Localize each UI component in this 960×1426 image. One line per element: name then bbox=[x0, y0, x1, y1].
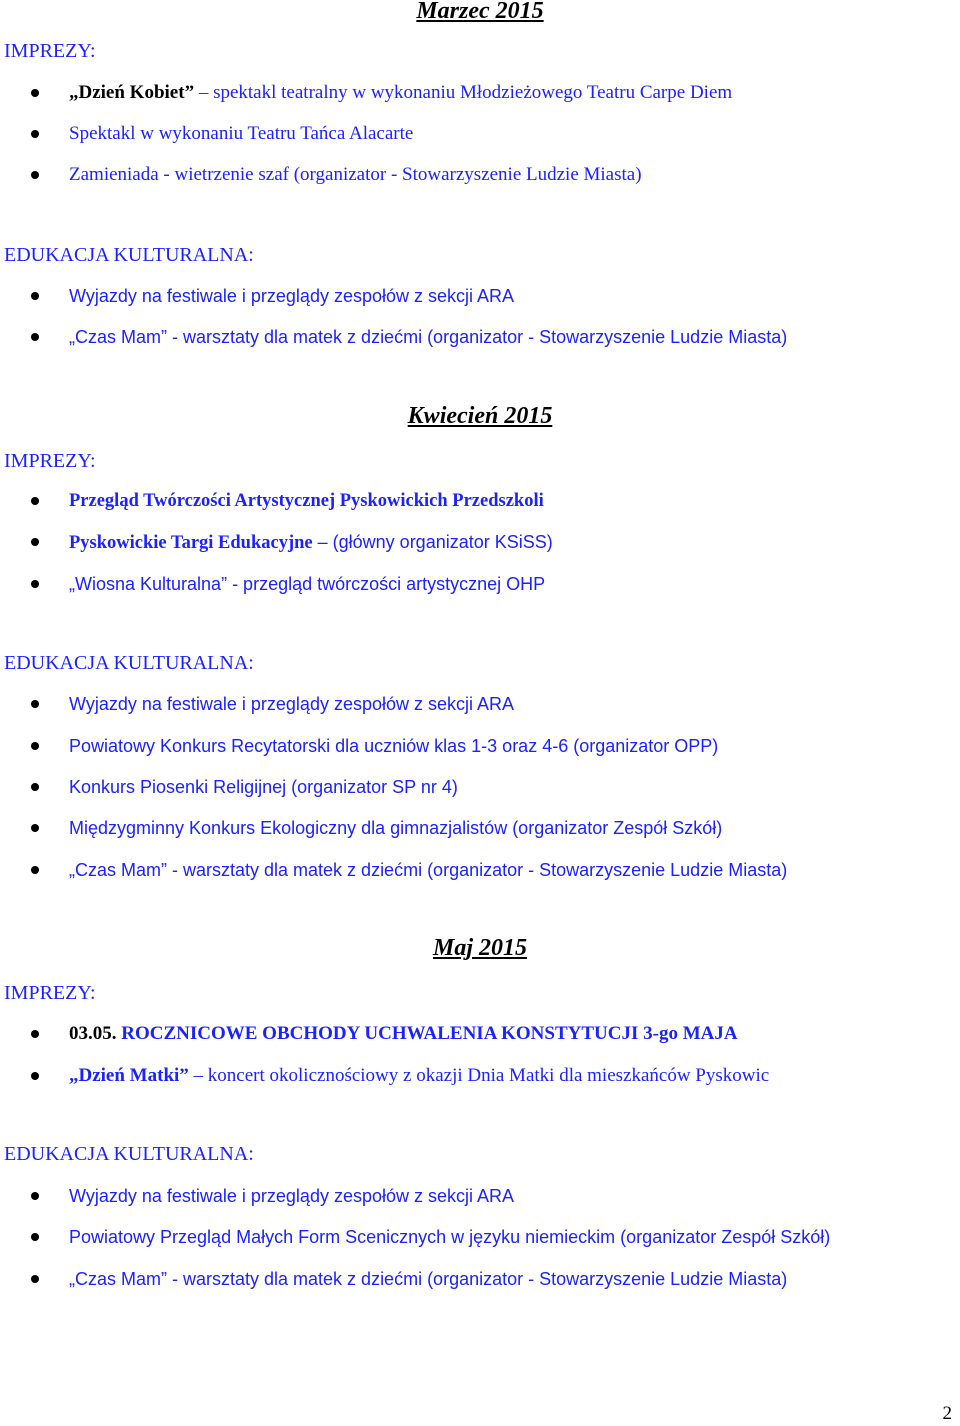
bullet-icon bbox=[31, 700, 39, 708]
item-text: „Czas Mam” - warsztaty dla matek z dziećmi (organizator - Stowarzyszenie Ludzie Miasta) bbox=[69, 860, 788, 880]
item-highlight: Pyskowickie Targi Edukacyjne bbox=[69, 533, 313, 553]
list-item bbox=[0, 1226, 960, 1252]
item-text: Zamieniada - wietrzenie szaf (organizator - Stowarzyszenie Ludzie Miasta) bbox=[69, 164, 642, 185]
item-text: – (główny organizator KSiSS) bbox=[312, 532, 553, 552]
item-text: Powiatowy Konkurs Recytatorski dla uczniów klas 1-3 oraz 4-6 (organizator OPP) bbox=[69, 736, 719, 756]
item-text: ROCZNICOWE OBCHODY UCHWALENIA KONSTYTUCJI 3-go MAJA bbox=[116, 1023, 738, 1044]
item-text: „Wiosna Kulturalna” - przegląd twórczości artystycznej OHP bbox=[69, 574, 546, 594]
bullet-icon bbox=[31, 89, 39, 97]
item-highlight: 03.05. bbox=[69, 1023, 117, 1044]
item-text: Wyjazdy na festiwale i przeglądy zespołów z sekcji ARA bbox=[69, 694, 515, 714]
item-text: Międzygminny Konkurs Ekologiczny dla gimnazjalistów (organizator Zespół Szkół) bbox=[69, 818, 723, 838]
imprezy-heading-may: IMPREZY: bbox=[4, 982, 96, 1004]
bullet-icon bbox=[31, 783, 39, 791]
month-title-may: Maj 2015 bbox=[432, 935, 527, 961]
bullet-icon bbox=[31, 497, 39, 505]
month-title-april: Kwiecień 2015 bbox=[407, 403, 553, 429]
list-item bbox=[0, 490, 960, 516]
item-highlight: Przegląd Twórczości Artystycznej Pyskowickich Przedszkoli bbox=[69, 491, 544, 511]
bullet-icon bbox=[31, 171, 39, 179]
bullet-icon bbox=[31, 1030, 39, 1038]
bullet-icon bbox=[31, 866, 39, 874]
bullet-icon bbox=[31, 1072, 39, 1080]
bullet-icon bbox=[31, 333, 39, 341]
list-item bbox=[0, 573, 960, 599]
list-item bbox=[0, 817, 960, 843]
list-item bbox=[0, 776, 960, 802]
list-item bbox=[0, 693, 960, 719]
list-item bbox=[0, 1065, 960, 1091]
page-number: 2 bbox=[942, 1403, 952, 1424]
list-item bbox=[0, 1185, 960, 1211]
item-text: – koncert okolicznościowy z okazji Dnia Matki dla mieszkańców Pyskowic bbox=[188, 1065, 770, 1086]
item-highlight: „Dzień Kobiet” bbox=[69, 82, 195, 103]
edukacja-heading-april: EDUKACJA KULTURALNA: bbox=[4, 652, 254, 674]
item-text: Wyjazdy na festiwale i przeglądy zespołów z sekcji ARA bbox=[69, 1186, 515, 1206]
bullet-icon bbox=[31, 538, 39, 546]
edukacja-heading-march: EDUKACJA KULTURALNA: bbox=[4, 244, 254, 266]
bullet-icon bbox=[31, 1192, 39, 1200]
list-item bbox=[0, 1268, 960, 1294]
list-item bbox=[0, 531, 960, 557]
edukacja-heading-may: EDUKACJA KULTURALNA: bbox=[4, 1143, 254, 1165]
bullet-icon bbox=[31, 824, 39, 832]
item-text: Wyjazdy na festiwale i przeglądy zespołów z sekcji ARA bbox=[69, 286, 515, 306]
list-item bbox=[0, 82, 960, 108]
list-item bbox=[0, 285, 960, 311]
imprezy-heading-march: IMPREZY: bbox=[4, 40, 96, 62]
bullet-icon bbox=[31, 580, 39, 588]
list-item bbox=[0, 735, 960, 761]
bullet-icon bbox=[31, 130, 39, 138]
item-text: „Czas Mam” - warsztaty dla matek z dziećmi (organizator - Stowarzyszenie Ludzie Miasta) bbox=[69, 327, 788, 347]
list-item bbox=[0, 1023, 960, 1049]
bullet-icon bbox=[31, 742, 39, 750]
list-item bbox=[0, 859, 960, 885]
bullet-icon bbox=[31, 292, 39, 300]
item-highlight: „Dzień Matki” bbox=[69, 1065, 189, 1086]
bullet-icon bbox=[31, 1275, 39, 1283]
item-text: – spektakl teatralny w wykonaniu Młodzieżowego Teatru Carpe Diem bbox=[194, 82, 733, 103]
item-text: Konkurs Piosenki Religijnej (organizator SP nr 4) bbox=[69, 777, 458, 797]
item-text: Powiatowy Przegląd Małych Form Scenicznych w języku niemieckim (organizator Zespół Szkół) bbox=[69, 1227, 831, 1247]
month-title-march: Marzec 2015 bbox=[416, 0, 544, 24]
bullet-icon bbox=[31, 1233, 39, 1241]
list-item bbox=[0, 123, 960, 149]
list-item bbox=[0, 164, 960, 190]
imprezy-heading-april: IMPREZY: bbox=[4, 450, 96, 472]
item-text: „Czas Mam” - warsztaty dla matek z dziećmi (organizator - Stowarzyszenie Ludzie Miasta) bbox=[69, 1269, 788, 1289]
item-text: Spektakl w wykonaniu Teatru Tańca Alacarte bbox=[69, 123, 414, 144]
list-item bbox=[0, 326, 960, 352]
